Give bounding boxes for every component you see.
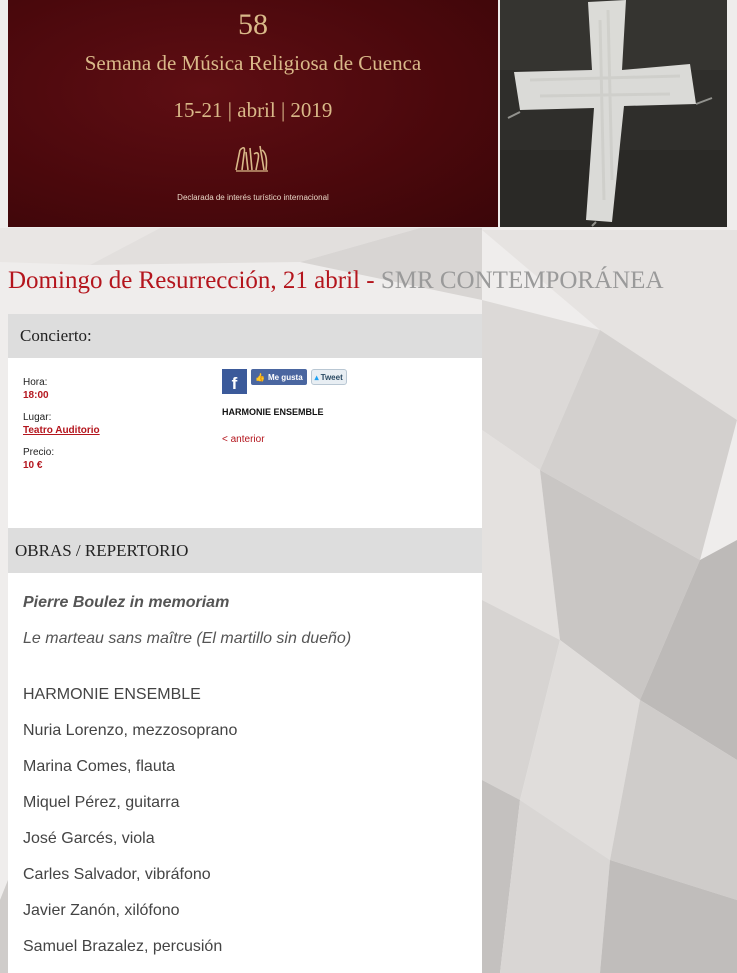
- repertoire-body: [8, 573, 482, 957]
- performer-item: HARMONIE ENSEMBLE: [23, 686, 201, 703]
- thumbs-up-icon: 👍: [255, 372, 265, 382]
- banner-declaration: Declarada de interés turístico internacional: [177, 193, 329, 202]
- concert-panel: [8, 314, 482, 528]
- performer-item: Marina Comes, flauta: [23, 758, 176, 775]
- performer-item: Miquel Pérez, guitarra: [23, 794, 180, 811]
- facebook-like-button[interactable]: [251, 369, 307, 385]
- page-title: [8, 267, 664, 295]
- precio-value: 10 €: [23, 460, 43, 471]
- banner-dates: 15-21 | abril | 2019: [173, 98, 333, 122]
- festival-banner: [8, 0, 727, 227]
- performer-item: Carles Salvador, vibráfono: [23, 866, 211, 883]
- concert-panel-header: Concierto:: [8, 314, 482, 358]
- banner-edition: 58: [238, 8, 268, 41]
- work-title: Pierre Boulez in memoriam: [23, 594, 230, 611]
- event-category: SMR CONTEMPORÁNEA: [380, 267, 664, 294]
- lugar-label: Lugar:: [23, 412, 52, 423]
- concert-sidebar: [222, 369, 472, 445]
- performer-item: Samuel Brazalez, percusión: [23, 938, 223, 955]
- facebook-share-button[interactable]: [222, 369, 247, 394]
- performer-item: José Garcés, viola: [23, 830, 155, 847]
- tweet-label: Tweet: [320, 372, 343, 382]
- banner-text-area: [8, 0, 498, 227]
- repertoire-panel: [8, 528, 482, 973]
- twitter-bird-icon: ▴: [314, 372, 319, 382]
- ensemble-title: HARMONIE ENSEMBLE: [222, 407, 324, 417]
- like-label: Me gusta: [267, 372, 303, 382]
- social-buttons: [222, 369, 472, 395]
- hora-label: Hora:: [23, 377, 48, 388]
- repertoire-panel-header: OBRAS / REPERTORIO: [8, 528, 482, 573]
- performer-item: Javier Zanón, xilófono: [23, 902, 180, 919]
- title-separator: -: [360, 267, 381, 294]
- facebook-icon: f: [231, 374, 238, 393]
- previous-link[interactable]: < anterior: [222, 434, 265, 445]
- work-subtitle: Le marteau sans maître (El martillo sin dueño): [23, 630, 352, 647]
- hora-value: 18:00: [23, 390, 49, 401]
- banner-cross-image: [500, 0, 727, 227]
- precio-label: Precio:: [23, 447, 55, 458]
- concert-details: [23, 376, 203, 481]
- performer-item: Nuria Lorenzo, mezzosoprano: [23, 722, 238, 739]
- venue-link[interactable]: Teatro Auditorio: [23, 425, 100, 436]
- tweet-button[interactable]: [311, 369, 347, 385]
- white-painted-cross-icon: [500, 0, 727, 227]
- banner-festival-name: Semana de Música Religiosa de Cuenca: [84, 51, 422, 75]
- event-date: Domingo de Resurrección, 21 abril: [8, 267, 360, 294]
- smr-logo-icon: [232, 140, 272, 176]
